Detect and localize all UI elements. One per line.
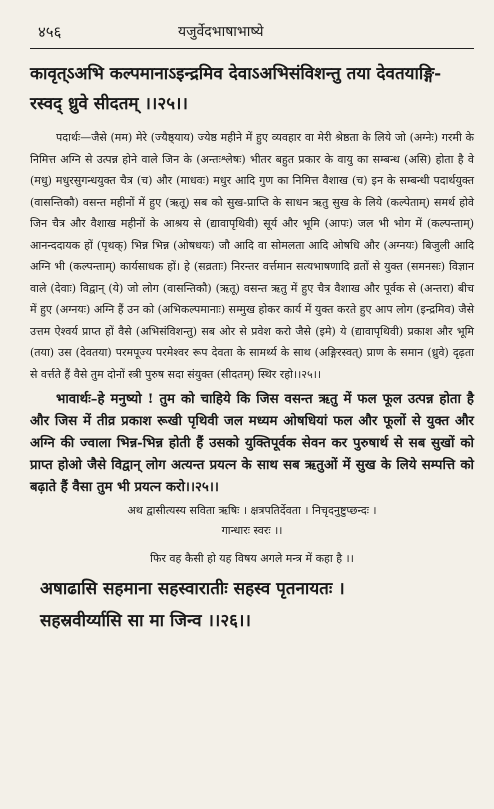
mantra-26 — [40, 573, 474, 637]
mantra-26-line-1: अषाढासि सहमाना सहस्वारातीः सहस्व पृतनायतः । — [40, 579, 345, 599]
page-header — [30, 18, 474, 44]
running-title: यजुर्वेदभाषाभाष्ये — [178, 24, 264, 40]
svara-line: गान्धारः स्वरः ।। — [221, 524, 283, 537]
page-number: ४५६ — [38, 23, 62, 41]
rishi-devata-line: अथ द्वासीत्यस्य सविता ऋषिः । क्षत्रपतिर्देवता । निचृदनुष्टुप्छन्दः । — [127, 504, 377, 517]
header-rule — [30, 48, 474, 49]
mantra-26-line-2: सहस्रवीर्य्यासि सा मा जिन्व ।।२६।। — [40, 611, 251, 631]
padartha-paragraph: पदार्थः—जैसे (मम) मेरे (ज्यैष्ठ्याय) ज्येष्ठ महीने में हुए व्यवहार वा मेरी श्रेष्ठता के लिये जो (अग्नेः) गरमी के निमित्त अग्नि से उत्पन्न होने वाले जिन के (अन्तःश्लेषः) भीतर बहुत प्रकार के वायु का सम्बन्ध (असि) होता है वे (मधु) मधुरसुगन्धयुक्त चैत्र (च) और (माधवः) मधुर आदि गुण का निमित्त वैशाख (च) इन के सम्बन्धी पदार्थयुक्त (वासन्तिकौ) वसन्त महीनों में हुए (ऋतू) सब को सुख-प्राप्ति के साधन ऋतु सुख के लिये (कल्पेताम्) समर्थ होवे जिन चैत्र और वैशाख महीनों के आश्रय से (द्यावापृथिवी) सूर्य और भूमि (आपः) जल भी भोग में (कल्पन्ताम्) आनन्ददायक हों (पृथक्) भिन्न भिन्न (ओषधयः) जौ आदि वा सोमलता आदि ओषधि और (अग्नयः) बिजुली आदि अग्नि भी (कल्पन्ताम्) कार्यसाधक हों। हे (सव्रताः) निरन्तर वर्त्तमान सत्यभाषणादि व्रतों से युक्त (समनसः) विज्ञान वाले (देवाः) विद्वान् (ये) जो लोग (वासन्तिकौ) (ऋतू) वसन्त ऋतु में हुए चैत्र वैशाख और पूर्वक से (अन्तरा) बीच में हुए (अग्नयः) अग्नि हैं उन को (अभिकल्पमानाः) सम्मुख होकर कार्य में युक्त करते हुए आप लोग (इन्द्रमिव) जैसे उत्तम ऐश्वर्य प्राप्त हों वैसे (अभिसंविशन्तु) सब ओर से प्रवेश करो जैसे (इमे) ये (द्यावापृथिवी) प्रकाश और भूमि (तया) उस (देवतया) परमपूज्य परमेश्वर रूप देवता के सामर्थ्य के साथ (अङ्गिरस्वत्) प्राण के समान (ध्रुवे) दृढ़ता से वर्त्तते हैं वैसे तुम दोनों स्त्री पुरुष सदा संयुक्त (सीदतम्) स्थिर रहो।।२५।। — [30, 131, 474, 381]
mantra-25-line-2: रस्वद् ध्रुवे सीदतम् ।।२५।। — [30, 94, 188, 114]
next-mantra-intro: फिर वह कैसी हो यह विषय अगले मन्त्र में कहा है ।। — [150, 552, 354, 565]
mantra-25-line-1: कावृत्ऽअभि कल्पमानाऽइन्द्रमिव देवाऽअभिसंविशन्तु तया देवतयाङ्गि- — [30, 64, 442, 84]
mantra-25 — [30, 59, 474, 119]
bhavartha-paragraph: भावार्थः–हे मनुष्यो ! तुम को चाहिये कि जिस वसन्त ऋतु में फल फूल उत्पन्न होता है और जिस में तीव्र प्रकाश रूखी पृथिवी जल मध्यम ओषधियां फल और फूलों से युक्त और अग्नि की ज्वाला भिन्न-भिन्न होती हैं उसको युक्तिपूर्वक सेवन कर पुरुषार्थ से सब सुखों को प्राप्त होओ जैसे विद्वान् लोग अत्यन्त प्रयत्न के साथ सब ऋतुओं में सुख के लिये सम्पत्ति को बढ़ाते हैं वैसा तुम भी प्रयत्न करो।।२५।। — [30, 392, 474, 495]
